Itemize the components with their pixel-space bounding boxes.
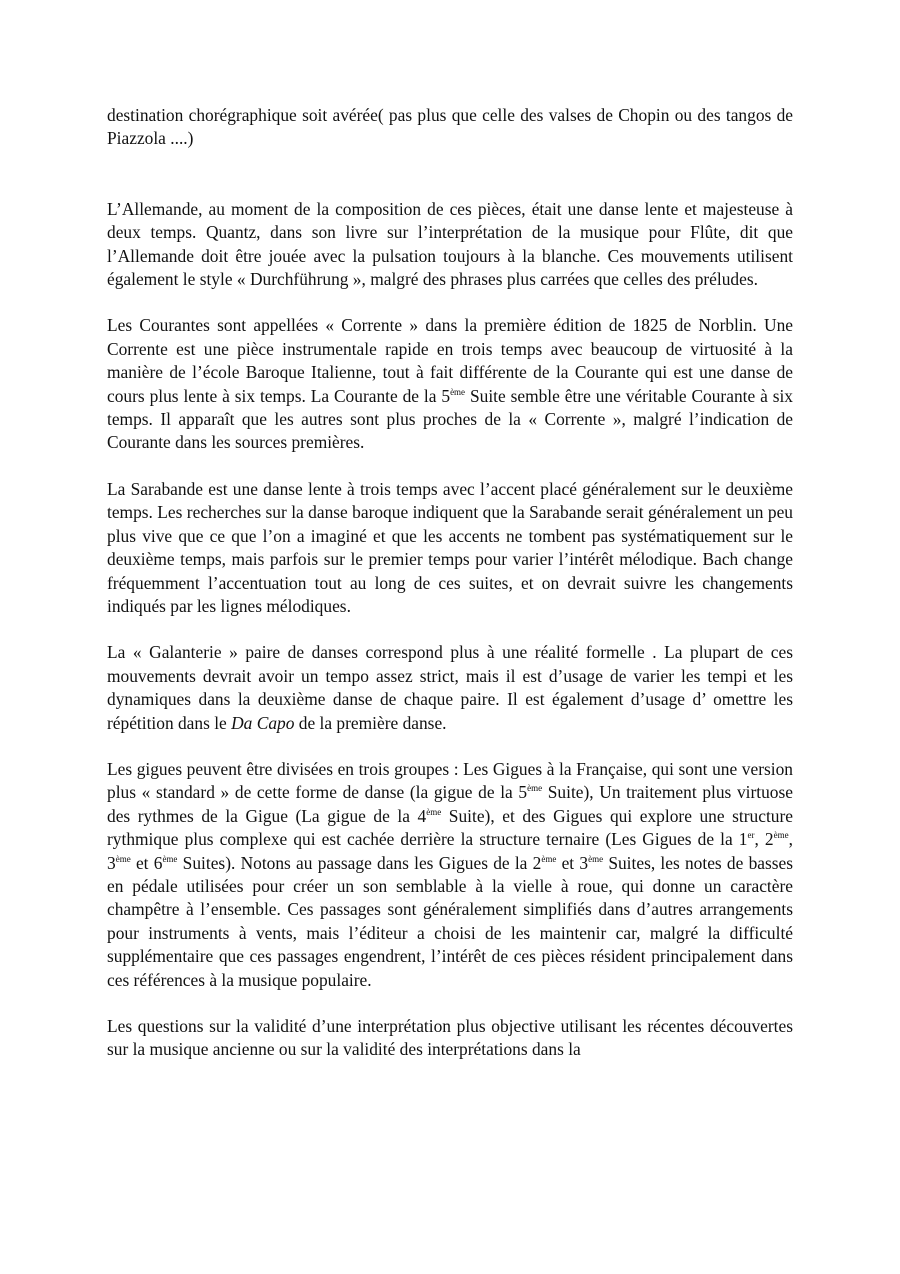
text-run: L’Allemande, au moment de la composition de ces pièces, était une danse lente et majesteuse à deux temps. Quantz, dans son livre sur l’interprétation de la musique pour Flûte, dit que l’Allemande doit être jouée avec la pulsation toujours à la blanche. Ces mouvements utilisent également le style « Durchführung », malgré des phrases plus carrées que celles des préludes. [107, 198, 793, 290]
paragraph [107, 198, 793, 292]
text-run: et 6 [130, 852, 163, 873]
ordinal-superscript: ème [162, 853, 178, 864]
paragraph [107, 314, 793, 454]
text-run: Les Courantes sont appellées « Corrente » dans la première édition de 1825 de Norblin. Une Corrente est une pièce instrumentale rapide en trois temps avec beaucoup de virtuosité à la manière de l’école Baroque Italienne, tout à fait différente de la Courante qui est une danse de cours plus lente à six temps. La Courante de la 5 [107, 315, 793, 406]
ordinal-superscript: ème [426, 806, 442, 817]
text-run: , 3 [107, 829, 793, 873]
ordinal-superscript: er [747, 830, 755, 841]
paragraph [107, 478, 793, 618]
text-run: Suites). Notons au passage dans les Gigues de la 2 [177, 852, 542, 873]
ordinal-superscript: ème [541, 853, 557, 864]
paragraph [107, 1015, 793, 1062]
paragraph [107, 104, 793, 151]
ordinal-superscript: ème [527, 783, 543, 794]
text-run: Suite semble être une véritable Courante à six temps. Il apparaît que les autres sont plus proches de la « Corrente », malgré l’indication de Courante dans les sources premières. [107, 385, 793, 453]
paragraph [107, 641, 793, 735]
text-run: Les questions sur la validité d’une interprétation plus objective utilisant les récentes découvertes sur la musique ancienne ou sur la validité des interprétations dans la [107, 1016, 793, 1060]
italic-title: Da Capo [231, 712, 295, 733]
text-run: Les gigues peuvent être divisées en trois groupes : Les Gigues à la Française, qui sont une version plus « standard » de cette forme de danse (la gigue de la 5 [107, 758, 793, 803]
text-run: Suite), Un traitement plus virtuose des rythmes de la Gigue (La gigue de la 4 [107, 782, 793, 826]
text-run: et 3 [556, 852, 589, 873]
ordinal-superscript: ème [450, 386, 466, 397]
text-run: Suites, les notes de basses en pédale utilisées pour créer un son semblable à la vielle à roue, qui donne un caractère champêtre à l’ensemble. Ces passages sont généralement simplifiés dans d’autres arrangements pour instruments à vents, mais l’éditeur a choisi de les maintenir car, malgré la difficulté supplémentaire que ces passages engendrent, l’intérêt de ces pièces résident principalement dans ces références à la musique populaire. [107, 852, 794, 990]
text-run: Suite), et des Gigues qui explore une structure rythmique plus complexe qui est cachée derrière la structure ternaire (Les Gigues de la 1 [107, 805, 793, 850]
text-run: La Sarabande est une danse lente à trois temps avec l’accent placé généralement sur le deuxième temps. Les recherches sur la danse baroque indiquent que la Sarabande serait généralement un peu plus vive que ce que l’on a imaginé et que les accents ne tombent pas systématiquement sur le deuxième temps, mais parfois sur le premier temps pour varier l’intérêt mélodique. Bach change fréquemment l’accentuation tout au long de ces suites, et on devrait suivre les changements indiqués par les lignes mélodiques. [107, 478, 793, 616]
ordinal-superscript: ème [115, 853, 131, 864]
paragraph [107, 758, 793, 992]
ordinal-superscript: ème [773, 830, 789, 841]
text-run: La « Galanterie » paire de danses correspond plus à une réalité formelle . La plupart de ces mouvements devrait avoir un tempo assez strict, mais il est d’usage de varier les tempi et les dynamiques dans la deuxième danse de chaque paire. Il est également d’usage d’ omettre les répétition dans le [107, 642, 793, 733]
body-text [107, 104, 793, 1062]
text-run: de la première danse. [294, 712, 447, 733]
ordinal-superscript: ème [588, 853, 604, 864]
text-run: , 2 [754, 829, 774, 850]
text-run: destination chorégraphique soit avérée( pas plus que celle des valses de Chopin ou des tangos de Piazzola ....) [107, 105, 793, 149]
